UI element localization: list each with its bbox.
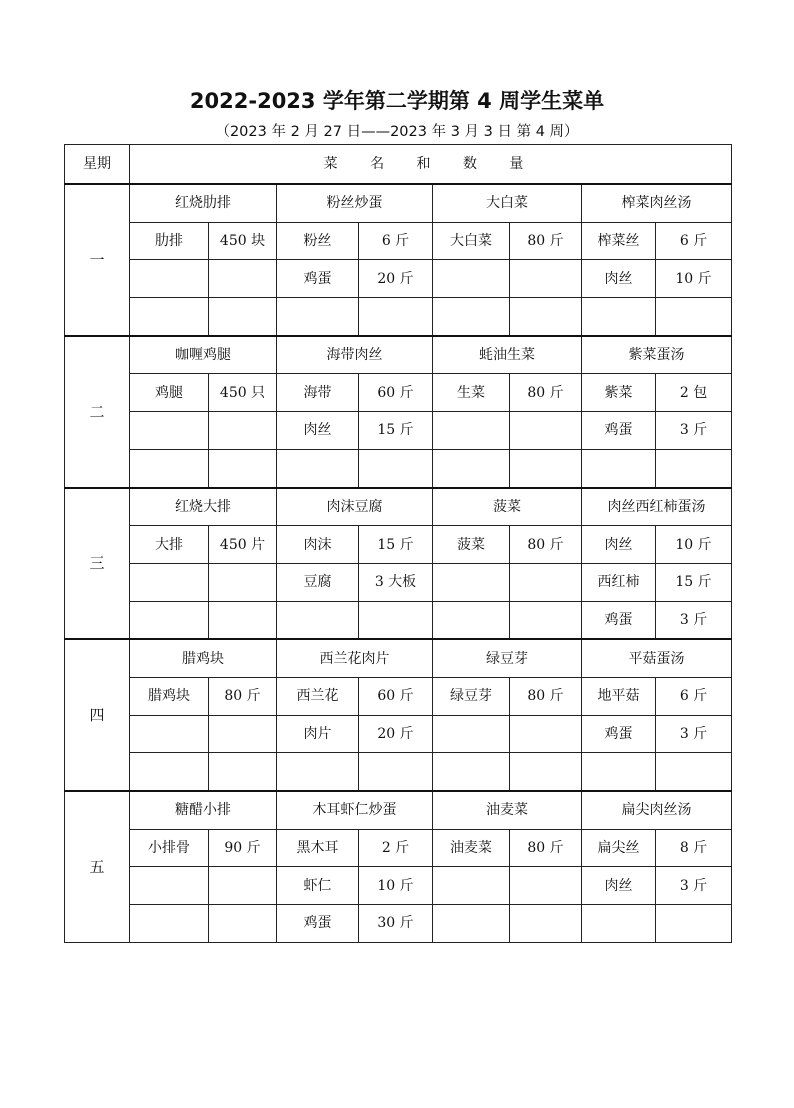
ingredient-quantity [209, 563, 277, 601]
ingredient-name [130, 905, 209, 943]
ingredient-name: 紫菜 [582, 374, 656, 412]
ingredient-quantity: 20 斤 [359, 260, 433, 298]
ingredient-quantity: 3 斤 [656, 601, 732, 639]
day-label: 四 [65, 639, 130, 791]
ingredient-name: 腊鸡块 [130, 677, 209, 715]
ingredient-name: 鸡蛋 [277, 905, 359, 943]
ingredient-quantity [209, 867, 277, 905]
dish-name-row [65, 791, 732, 829]
dish-name: 绿豆芽 [433, 639, 582, 677]
ingredient-name: 西红柿 [582, 563, 656, 601]
ingredient-quantity [510, 715, 582, 753]
dish-name: 肉沫豆腐 [277, 488, 433, 526]
ingredient-quantity: 60 斤 [359, 374, 433, 412]
ingredient-quantity [510, 905, 582, 943]
page-subtitle: （2023 年 2 月 27 日——2023 年 3 月 3 日 第 4 周） [215, 124, 579, 140]
ingredient-row [65, 753, 732, 791]
ingredient-quantity: 80 斤 [510, 677, 582, 715]
ingredient-name [433, 412, 510, 450]
ingredient-quantity [209, 260, 277, 298]
dish-name: 紫菜蛋汤 [582, 336, 732, 374]
ingredient-name [130, 753, 209, 791]
ingredient-name: 鸡蛋 [582, 601, 656, 639]
menu-table [64, 144, 732, 943]
ingredient-quantity: 15 斤 [656, 563, 732, 601]
ingredient-row [65, 677, 732, 715]
ingredient-name [130, 563, 209, 601]
ingredient-name: 生菜 [433, 374, 510, 412]
ingredient-name: 肋排 [130, 222, 209, 260]
ingredient-name: 肉丝 [277, 412, 359, 450]
ingredient-quantity [656, 449, 732, 487]
ingredient-quantity [510, 260, 582, 298]
ingredient-name [130, 867, 209, 905]
ingredient-name: 鸡腿 [130, 374, 209, 412]
ingredient-name [433, 715, 510, 753]
ingredient-name: 肉片 [277, 715, 359, 753]
dish-name: 榨菜肉丝汤 [582, 184, 732, 222]
ingredient-quantity: 80 斤 [209, 677, 277, 715]
ingredient-name: 小排骨 [130, 829, 209, 867]
ingredient-row [65, 715, 732, 753]
ingredient-quantity [359, 601, 433, 639]
ingredient-quantity: 3 大板 [359, 563, 433, 601]
day-label: 一 [65, 184, 130, 336]
dish-name: 咖喱鸡腿 [130, 336, 277, 374]
ingredient-name: 鸡蛋 [277, 260, 359, 298]
dish-name: 蚝油生菜 [433, 336, 582, 374]
ingredient-name: 肉丝 [582, 260, 656, 298]
ingredient-quantity [209, 905, 277, 943]
header-day-cell: 星期 [65, 145, 130, 185]
day-label: 五 [65, 791, 130, 942]
dish-name: 海带肉丝 [277, 336, 433, 374]
ingredient-quantity [209, 753, 277, 791]
ingredient-name [130, 260, 209, 298]
ingredient-name: 绿豆芽 [433, 677, 510, 715]
ingredient-row [65, 260, 732, 298]
dish-name: 木耳虾仁炒蛋 [277, 791, 433, 829]
ingredient-quantity: 90 斤 [209, 829, 277, 867]
ingredient-quantity: 10 斤 [359, 867, 433, 905]
dish-name: 西兰花肉片 [277, 639, 433, 677]
ingredient-quantity: 15 斤 [359, 526, 433, 564]
dish-name: 粉丝炒蛋 [277, 184, 433, 222]
ingredient-quantity [510, 563, 582, 601]
ingredient-quantity [656, 905, 732, 943]
ingredient-name [433, 867, 510, 905]
ingredient-quantity: 3 斤 [656, 867, 732, 905]
ingredient-quantity [510, 867, 582, 905]
ingredient-row [65, 867, 732, 905]
dish-name: 扁尖肉丝汤 [582, 791, 732, 829]
ingredient-quantity [209, 412, 277, 450]
ingredient-name: 海带 [277, 374, 359, 412]
ingredient-name: 肉丝 [582, 867, 656, 905]
ingredient-name: 肉沫 [277, 526, 359, 564]
ingredient-name: 菠菜 [433, 526, 510, 564]
ingredient-name [130, 715, 209, 753]
ingredient-name [433, 601, 510, 639]
ingredient-name [277, 298, 359, 336]
ingredient-name [582, 298, 656, 336]
ingredient-name [130, 601, 209, 639]
ingredient-quantity [209, 715, 277, 753]
ingredient-quantity [359, 298, 433, 336]
ingredient-name: 西兰花 [277, 677, 359, 715]
ingredient-row [65, 563, 732, 601]
ingredient-row [65, 374, 732, 412]
ingredient-quantity [359, 753, 433, 791]
ingredient-quantity: 450 块 [209, 222, 277, 260]
dish-name-row [65, 184, 732, 222]
ingredient-name: 黑木耳 [277, 829, 359, 867]
ingredient-name [582, 905, 656, 943]
dish-name-row [65, 488, 732, 526]
ingredient-quantity: 3 斤 [656, 412, 732, 450]
ingredient-quantity: 80 斤 [510, 829, 582, 867]
dish-name: 腊鸡块 [130, 639, 277, 677]
ingredient-row [65, 412, 732, 450]
dish-name: 红烧大排 [130, 488, 277, 526]
ingredient-quantity: 30 斤 [359, 905, 433, 943]
ingredient-row [65, 222, 732, 260]
dish-name: 大白菜 [433, 184, 582, 222]
page-title: 2022-2023 学年第二学期第 4 周学生菜单 [189, 89, 605, 113]
ingredient-name [130, 412, 209, 450]
ingredient-row [65, 298, 732, 336]
dish-name: 肉丝西红柿蛋汤 [582, 488, 732, 526]
dish-name: 菠菜 [433, 488, 582, 526]
ingredient-name [433, 753, 510, 791]
ingredient-quantity: 20 斤 [359, 715, 433, 753]
ingredient-name [433, 449, 510, 487]
ingredient-quantity [209, 601, 277, 639]
ingredient-name: 榨菜丝 [582, 222, 656, 260]
ingredient-name [277, 601, 359, 639]
header-content-cell: 菜 名 和 数 量 [130, 145, 732, 185]
ingredient-quantity: 2 包 [656, 374, 732, 412]
ingredient-name [130, 298, 209, 336]
ingredient-quantity [656, 753, 732, 791]
dish-name: 平菇蛋汤 [582, 639, 732, 677]
ingredient-name: 鸡蛋 [582, 715, 656, 753]
ingredient-quantity: 8 斤 [656, 829, 732, 867]
ingredient-name: 大排 [130, 526, 209, 564]
dish-name-row [65, 336, 732, 374]
ingredient-name: 粉丝 [277, 222, 359, 260]
ingredient-quantity [510, 449, 582, 487]
ingredient-name [433, 260, 510, 298]
ingredient-quantity: 6 斤 [359, 222, 433, 260]
ingredient-quantity [209, 298, 277, 336]
ingredient-name [582, 449, 656, 487]
ingredient-row [65, 449, 732, 487]
ingredient-quantity: 15 斤 [359, 412, 433, 450]
ingredient-name: 地平菇 [582, 677, 656, 715]
ingredient-name: 鸡蛋 [582, 412, 656, 450]
ingredient-row [65, 601, 732, 639]
ingredient-quantity: 80 斤 [510, 222, 582, 260]
ingredient-name: 肉丝 [582, 526, 656, 564]
day-label: 二 [65, 336, 130, 488]
day-label: 三 [65, 488, 130, 640]
ingredient-name: 豆腐 [277, 563, 359, 601]
ingredient-row [65, 526, 732, 564]
ingredient-quantity: 10 斤 [656, 260, 732, 298]
ingredient-quantity [510, 753, 582, 791]
ingredient-quantity [209, 449, 277, 487]
ingredient-quantity: 3 斤 [656, 715, 732, 753]
ingredient-quantity [510, 412, 582, 450]
ingredient-quantity: 80 斤 [510, 374, 582, 412]
dish-name: 红烧肋排 [130, 184, 277, 222]
ingredient-name [277, 753, 359, 791]
ingredient-row [65, 829, 732, 867]
ingredient-name: 油麦菜 [433, 829, 510, 867]
ingredient-name [433, 563, 510, 601]
ingredient-name [433, 905, 510, 943]
ingredient-quantity: 60 斤 [359, 677, 433, 715]
ingredient-quantity [656, 298, 732, 336]
dish-name: 糖醋小排 [130, 791, 277, 829]
ingredient-quantity: 6 斤 [656, 677, 732, 715]
ingredient-quantity [510, 601, 582, 639]
ingredient-quantity: 450 片 [209, 526, 277, 564]
dish-name: 油麦菜 [433, 791, 582, 829]
ingredient-quantity: 2 斤 [359, 829, 433, 867]
ingredient-name: 大白菜 [433, 222, 510, 260]
dish-name-row [65, 639, 732, 677]
ingredient-quantity: 6 斤 [656, 222, 732, 260]
ingredient-quantity: 80 斤 [510, 526, 582, 564]
ingredient-name: 虾仁 [277, 867, 359, 905]
ingredient-name [277, 449, 359, 487]
ingredient-row [65, 905, 732, 943]
ingredient-quantity: 10 斤 [656, 526, 732, 564]
ingredient-name: 扁尖丝 [582, 829, 656, 867]
ingredient-name [433, 298, 510, 336]
ingredient-quantity: 450 只 [209, 374, 277, 412]
header-row [65, 145, 732, 185]
ingredient-quantity [510, 298, 582, 336]
ingredient-quantity [359, 449, 433, 487]
ingredient-name [130, 449, 209, 487]
ingredient-name [582, 753, 656, 791]
